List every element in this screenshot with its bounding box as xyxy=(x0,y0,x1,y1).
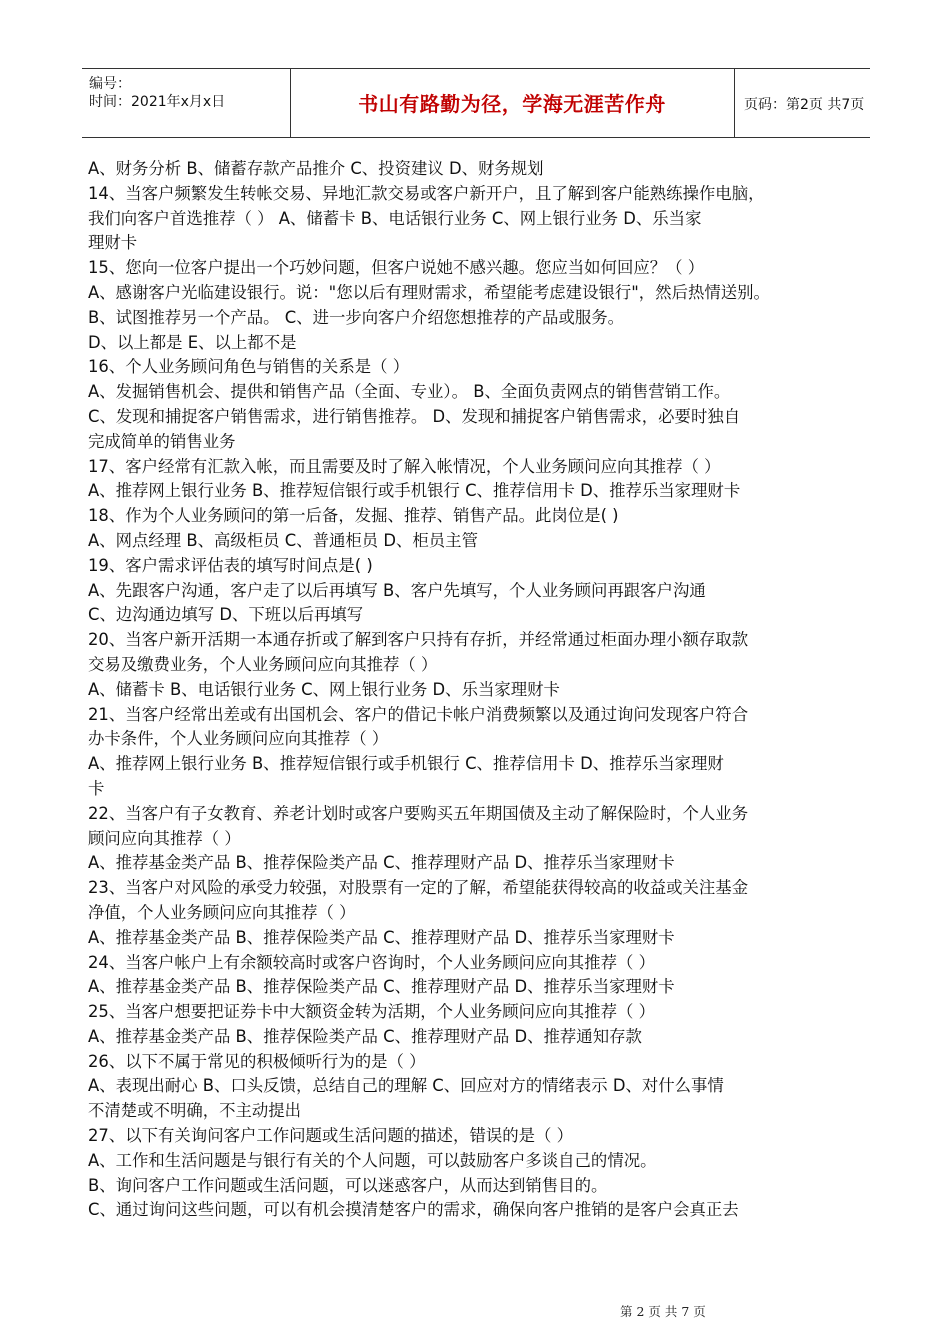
text-line: C、通过询问这些问题，可以有机会摸清楚客户的需求，确保向客户推销的是客户会真正去 xyxy=(88,1200,739,1220)
text-line: A、推荐基金类产品 B、推荐保险类产品 C、推荐理财产品 D、推荐乐当家理财卡 xyxy=(88,927,675,947)
page-footer: 第 2 页 共 7 页 xyxy=(620,1304,706,1319)
question-list xyxy=(88,157,878,1223)
text-line: 20、当客户新开活期一本通存折或了解到客户只持有存折，并经常通过柜面办理小额存取款 xyxy=(88,630,749,650)
text-line: 16、个人业务顾问角色与销售的关系是（ ） xyxy=(88,357,410,377)
text-line: 15、您向一位客户提出一个巧妙问题，但客户说她不感兴趣。您应当如何回应？（ ） xyxy=(88,258,705,278)
text-line: 交易及缴费业务，个人业务顾问应向其推荐（ ） xyxy=(88,654,438,674)
text-line: 卡 xyxy=(88,778,105,798)
text-line: A、感谢客户光临建设银行。说："您以后有理财需求，希望能考虑建设银行"，然后热情送别。 xyxy=(88,282,770,302)
header-motto: 书山有路勤为径，学海无涯苦作舟 xyxy=(358,92,666,116)
header-page-cell xyxy=(734,69,870,137)
text-line: C、边沟通边填写 D、下班以后再填写 xyxy=(88,605,364,625)
text-line: 不清楚或不明确，不主动提出 xyxy=(88,1101,302,1121)
text-line: 净值，个人业务顾问应向其推荐（ ） xyxy=(88,902,356,922)
header-motto-cell xyxy=(290,69,735,137)
text-line: 27、以下有关询问客户工作问题或生活问题的描述，错误的是（ ） xyxy=(88,1126,574,1146)
text-line: 17、客户经常有汇款入帐，而且需要及时了解入帐情况，个人业务顾问应向其推荐（ ） xyxy=(88,456,721,476)
text-line: 办卡条件，个人业务顾问应向其推荐（ ） xyxy=(88,729,389,749)
text-line: A、网点经理 B、高级柜员 C、普通柜员 D、柜员主管 xyxy=(88,530,478,550)
text-line: C、发现和捕捉客户销售需求，进行销售推荐。 D、发现和捕捉客户销售需求，必要时独自 xyxy=(88,406,741,426)
text-line: 我们向客户首选推荐（ ） A、储蓄卡 B、电话银行业务 C、网上银行业务 D、乐当家 xyxy=(88,208,702,228)
document-number-label: 编号： xyxy=(89,76,131,92)
text-line: A、发掘销售机会、提供和销售产品（全面、专业）。 B、全面负责网点的销售营销工作。 xyxy=(88,382,731,402)
text-line: A、推荐基金类产品 B、推荐保险类产品 C、推荐理财产品 D、推荐乐当家理财卡 xyxy=(88,977,675,997)
header-info-cell xyxy=(82,69,291,137)
text-line: 理财卡 xyxy=(88,233,138,253)
text-line: 23、当客户对风险的承受力较强，对股票有一定的了解，希望能获得较高的收益或关注基金 xyxy=(88,878,749,898)
header-page-info: 页码：第2页 共7页 xyxy=(744,97,865,113)
text-line: 25、当客户想要把证券卡中大额资金转为活期，个人业务顾问应向其推荐（ ） xyxy=(88,1002,655,1022)
text-line: 14、当客户频繁发生转帐交易、异地汇款交易或客户新开户，且了解到客户能熟练操作电脑， xyxy=(88,183,765,203)
document-header xyxy=(82,68,870,138)
document-date-label: 时间：2021年x月x日 xyxy=(89,94,226,110)
text-line: A、表现出耐心 B、口头反馈，总结自己的理解 C、回应对方的情绪表示 D、对什么事情 xyxy=(88,1076,724,1096)
text-line: B、试图推荐另一个产品。 C、进一步向客户介绍您想推荐的产品或服务。 xyxy=(88,307,625,327)
text-line: B、询问客户工作问题或生活问题，可以迷惑客户，从而达到销售目的。 xyxy=(88,1175,608,1195)
text-line: A、工作和生活问题是与银行有关的个人问题，可以鼓励客户多谈自己的情况。 xyxy=(88,1150,657,1170)
text-line: A、储蓄卡 B、电话银行业务 C、网上银行业务 D、乐当家理财卡 xyxy=(88,679,560,699)
text-line: 19、客户需求评估表的填写时间点是( ) xyxy=(88,555,373,575)
text-line: 顾问应向其推荐（ ） xyxy=(88,828,241,848)
text-line: 24、当客户帐户上有余额较高时或客户咨询时，个人业务顾问应向其推荐（ ） xyxy=(88,952,655,972)
text-line: A、推荐基金类产品 B、推荐保险类产品 C、推荐理财产品 D、推荐乐当家理财卡 xyxy=(88,853,675,873)
text-line: A、先跟客户沟通，客户走了以后再填写 B、客户先填写，个人业务顾问再跟客户沟通 xyxy=(88,580,706,600)
text-line: A、推荐网上银行业务 B、推荐短信银行或手机银行 C、推荐信用卡 D、推荐乐当家理财 xyxy=(88,754,724,774)
text-line: A、推荐网上银行业务 B、推荐短信银行或手机银行 C、推荐信用卡 D、推荐乐当家理财卡 xyxy=(88,481,741,501)
text-line: 完成简单的销售业务 xyxy=(88,431,236,451)
text-line: D、以上都是 E、以上都不是 xyxy=(88,332,297,352)
text-line: 22、当客户有子女教育、养老计划时或客户要购买五年期国债及主动了解保险时，个人业务 xyxy=(88,803,749,823)
text-line: 26、以下不属于常见的积极倾听行为的是（ ） xyxy=(88,1051,426,1071)
text-line: A、推荐基金类产品 B、推荐保险类产品 C、推荐理财产品 D、推荐通知存款 xyxy=(88,1026,642,1046)
text-line: 18、作为个人业务顾问的第一后备，发掘、推荐、销售产品。此岗位是( ) xyxy=(88,506,619,526)
text-line: 21、当客户经常出差或有出国机会、客户的借记卡帐户消费频繁以及通过询问发现客户符合 xyxy=(88,704,749,724)
text-line: A、财务分析 B、储蓄存款产品推介 C、投资建议 D、财务规划 xyxy=(88,159,544,178)
